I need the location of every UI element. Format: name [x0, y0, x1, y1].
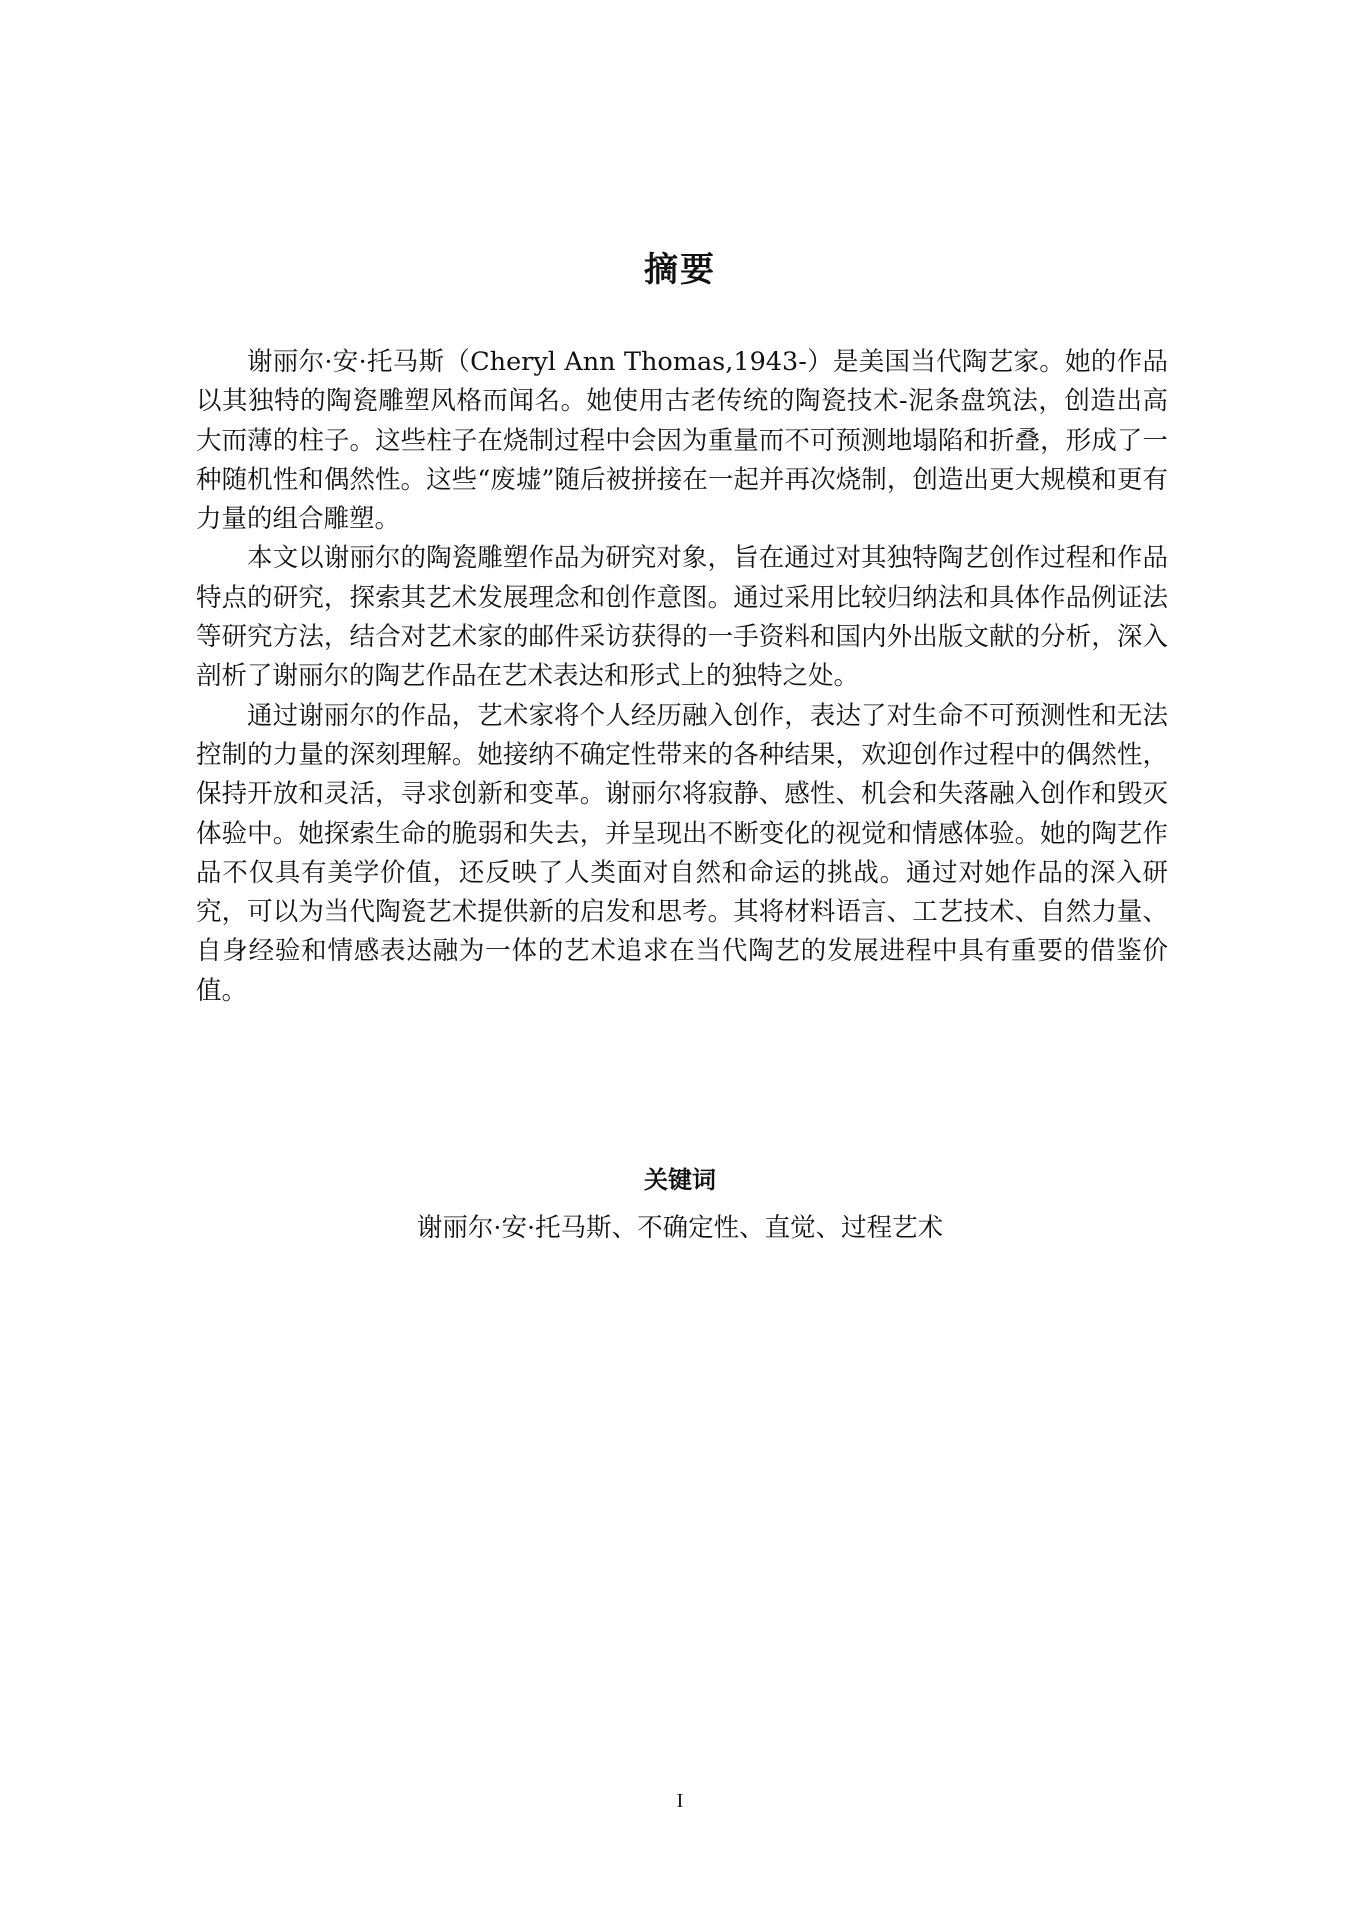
- abstract-paragraph-3: 通过谢丽尔的作品，艺术家将个人经历融入创作，表达了对生命不可预测性和无法控制的力量的深刻理解。她接纳不确定性带来的各种结果，欢迎创作过程中的偶然性，保持开放和灵活，寻求创新和变革。谢丽尔将寂静、感性、机会和失落融入创作和毁灭体验中。她探索生命的脆弱和失去，并呈现出不断变化的视觉和情感体验。她的陶艺作品不仅具有美学价值，还反映了人类面对自然和命运的挑战。通过对她作品的深入研究，可以为当代陶瓷艺术提供新的启发和思考。其将材料语言、工艺技术、自然力量、自身经验和情感表达融为一体的艺术追求在当代陶艺的发展进程中具有重要的借鉴价值。: [196, 700, 1168, 1006]
- abstract-paragraph-2: 本文以谢丽尔的陶瓷雕塑作品为研究对象，旨在通过对其独特陶艺创作过程和作品特点的研究，探索其艺术发展理念和创作意图。通过采用比较归纳法和具体作品例证法等研究方法，结合对艺术家的邮件采访获得的一手资料和国内外出版文献的分析，深入剖析了谢丽尔的陶艺作品在艺术表达和形式上的独特之处。: [196, 543, 1168, 692]
- keywords-list: 谢丽尔·安·托马斯、不确定性、直觉、过程艺术: [416, 1213, 944, 1243]
- abstract-body: [196, 343, 1168, 1011]
- abstract-paragraph-1: 谢丽尔·安·托马斯（Cheryl Ann Thomas,1943-）是美国当代陶艺家。她的作品以其独特的陶瓷雕塑风格而闻名。她使用古老传统的陶瓷技术-泥条盘筑法，创造出高大而薄的柱子。这些柱子在烧制过程中会因为重量而不可预测地塌陷和折叠，形成了一种随机性和偶然性。这些“废墟”随后被拼接在一起并再次烧制，创造出更大规模和更有力量的组合雕塑。: [196, 347, 1168, 535]
- keywords-heading: 关键词: [644, 1166, 716, 1194]
- page-number: I: [676, 1790, 684, 1812]
- abstract-title: 摘要: [644, 250, 716, 290]
